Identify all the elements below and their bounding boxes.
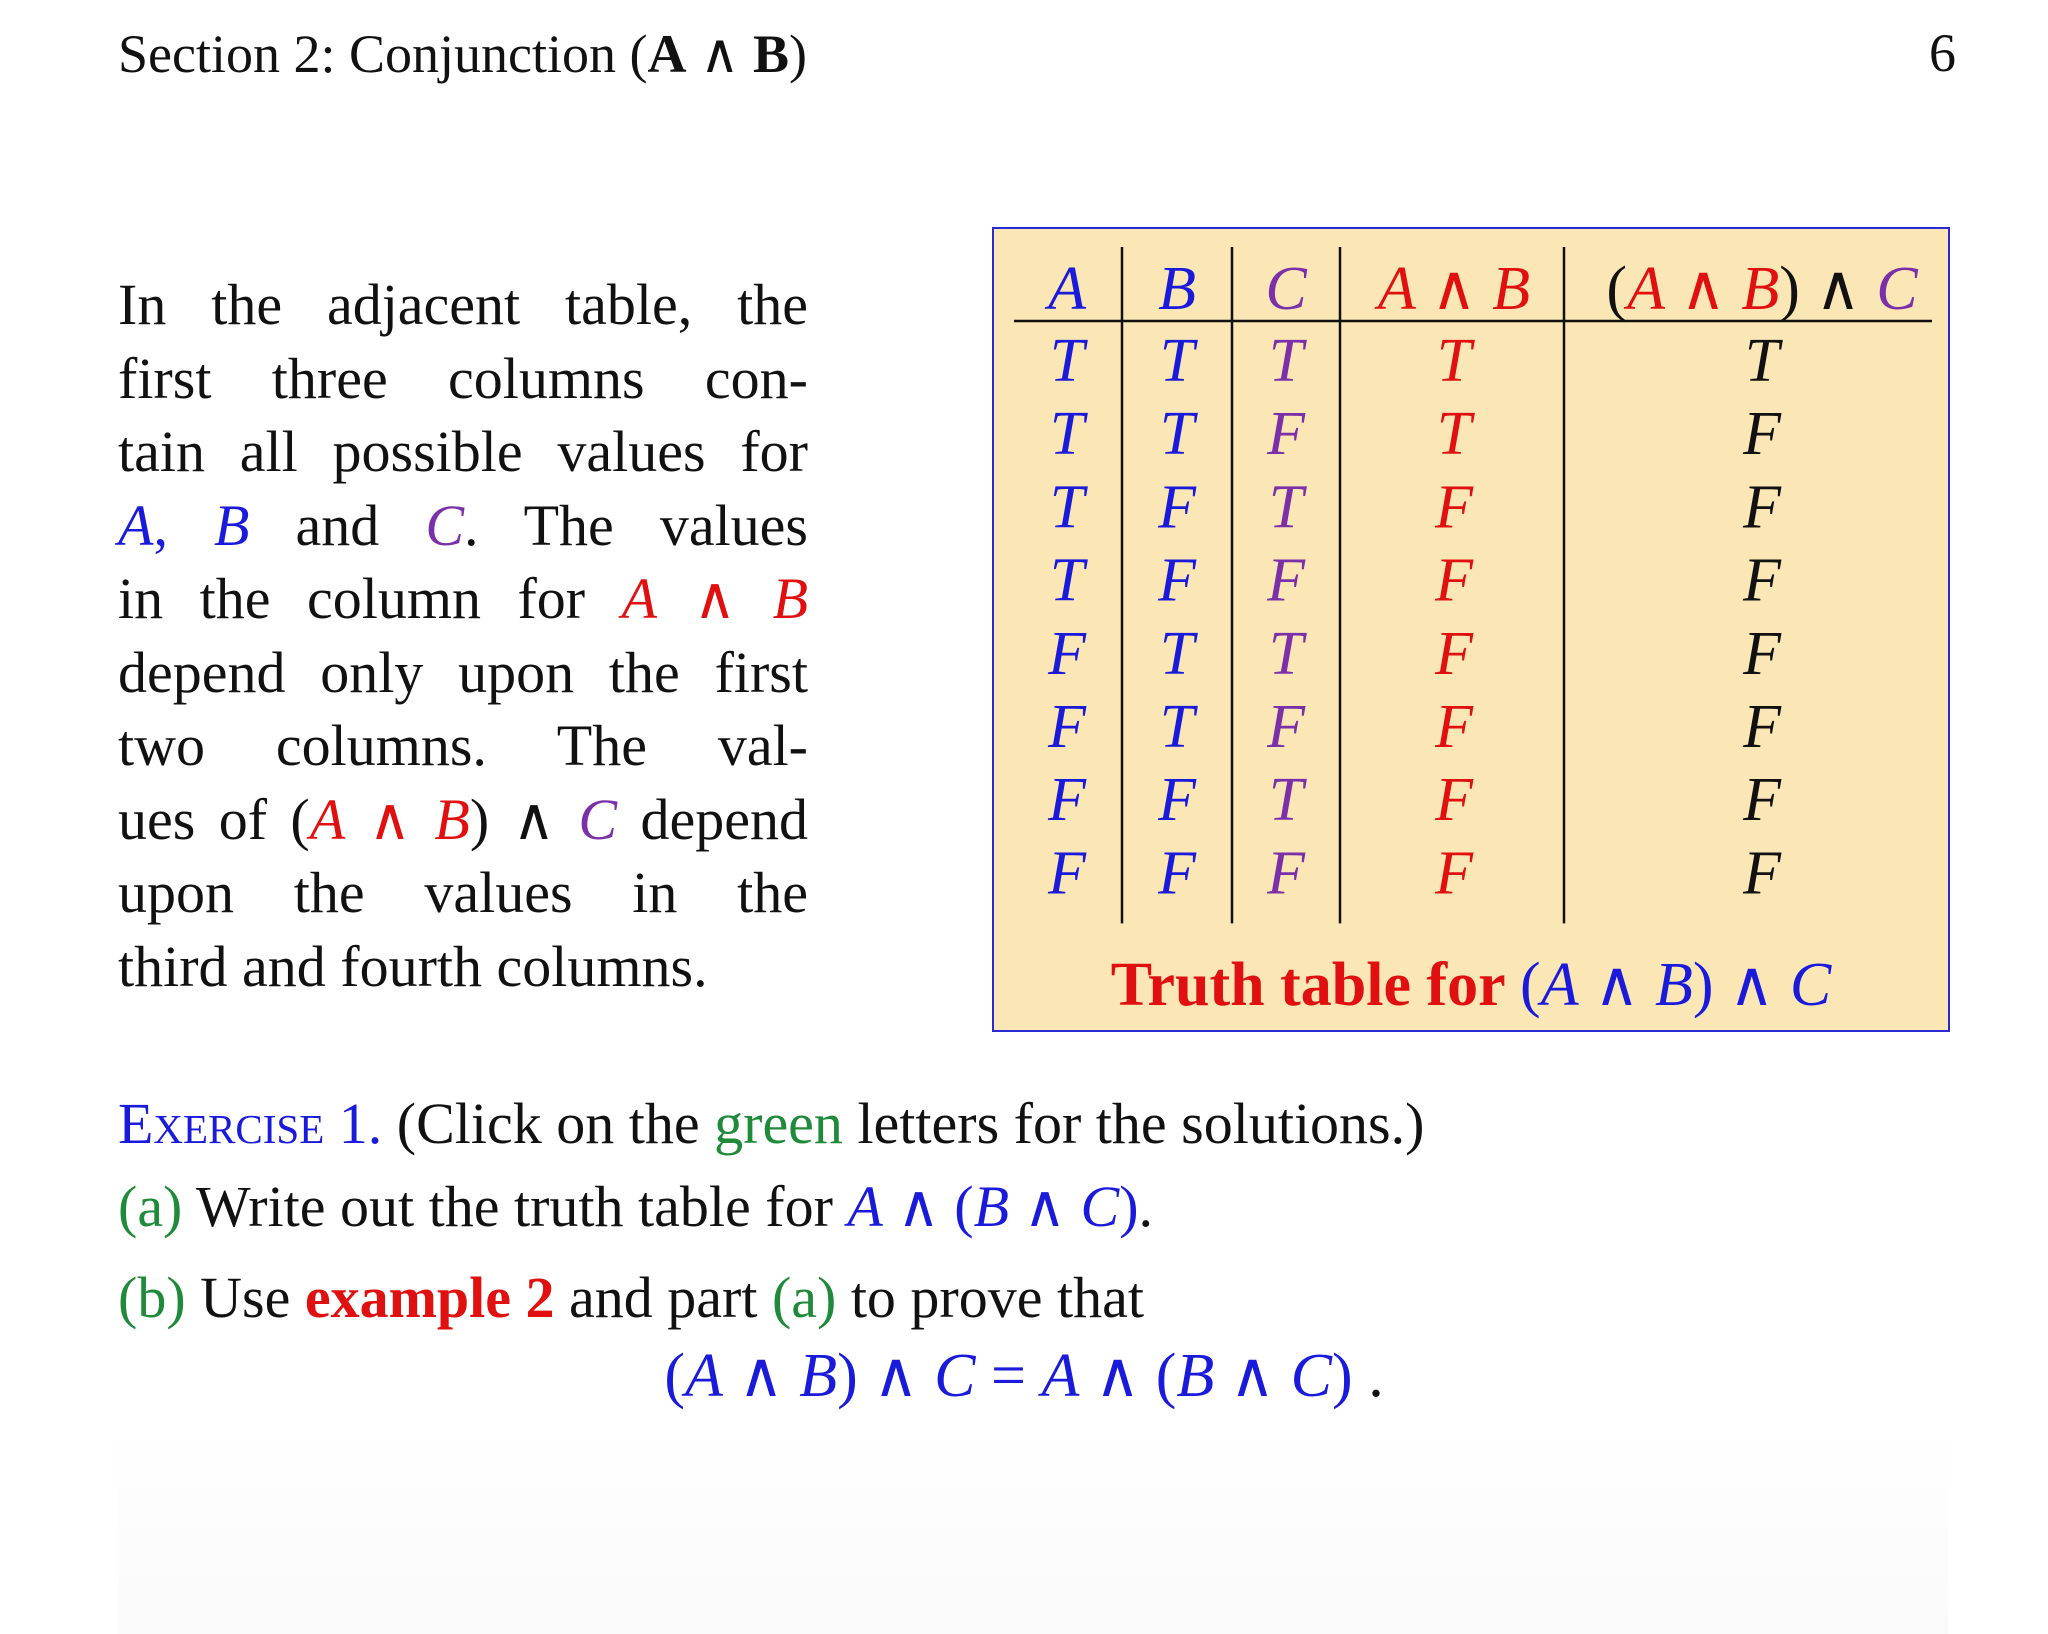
- paragraph-text: B: [772, 566, 808, 631]
- table-cell: F: [1158, 473, 1196, 542]
- math-symbol: ∧: [1023, 1174, 1067, 1239]
- exercise-part-a: [118, 1172, 1153, 1240]
- paragraph-text: and: [249, 492, 426, 558]
- paragraph-line: [118, 856, 808, 930]
- table-cell: T: [1744, 327, 1780, 395]
- caption-math: [1520, 951, 1831, 1019]
- table-header-cell: A: [1048, 255, 1086, 323]
- math-symbol: (: [664, 1342, 685, 1410]
- part-b-end: to prove that: [836, 1265, 1144, 1330]
- section-and-symbol: ∧: [686, 24, 753, 84]
- math-variable: A: [847, 1174, 883, 1239]
- math-symbol: (: [1155, 1342, 1177, 1410]
- math-symbol: ∧: [897, 1174, 940, 1239]
- table-cell: F: [1435, 546, 1473, 615]
- paragraph-text: in the column for: [118, 566, 622, 631]
- table-cell: F: [1743, 693, 1781, 761]
- table-cell: T: [1159, 400, 1195, 469]
- math-symbol: [1079, 1342, 1095, 1410]
- math-symbol: [1009, 1174, 1024, 1239]
- table-cell: F: [1743, 619, 1781, 688]
- table-cell: T: [1436, 400, 1472, 469]
- section-close-paren: ): [789, 24, 807, 84]
- paragraph-text: depend only upon the first: [118, 639, 808, 705]
- math-variable: B: [1176, 1342, 1215, 1410]
- paragraph-text: B: [214, 492, 250, 558]
- exercise-intro-after: letters for the solutions.): [842, 1091, 1425, 1156]
- exercise-intro-before: (Click on the: [382, 1091, 715, 1156]
- paragraph-text: A: [309, 786, 346, 852]
- table-cell: F: [1435, 473, 1473, 542]
- math-symbol: [1066, 1174, 1081, 1239]
- table-cell: F: [1435, 766, 1473, 835]
- paragraph-text: third and fourth columns.: [118, 933, 708, 999]
- equation-math: [664, 1342, 1352, 1410]
- paragraph-text: ∧: [657, 566, 773, 631]
- section-bold-a: A: [647, 24, 687, 84]
- table-cell: T: [1436, 327, 1472, 395]
- math-symbol: [1774, 951, 1790, 1019]
- paragraph-text: first three columns con-: [118, 345, 808, 411]
- part-a-text: Write out the truth table for: [182, 1174, 848, 1239]
- table-cell: F: [1743, 839, 1781, 908]
- truth-table-caption: [994, 947, 1948, 1021]
- math-variable: A: [684, 1342, 723, 1410]
- part-b-link[interactable]: (b): [118, 1265, 186, 1330]
- equation-end: .: [1352, 1342, 1384, 1410]
- table-cell: F: [1048, 693, 1086, 761]
- page-bottom-area: [118, 1420, 1948, 1634]
- caption-bold-text: Truth table for: [1110, 951, 1521, 1019]
- paragraph-text: C: [425, 492, 465, 558]
- part-b-mid: and part: [554, 1265, 772, 1330]
- table-header-cell: (A ∧ B) ∧ C: [1606, 255, 1918, 323]
- math-symbol: (: [954, 1174, 974, 1239]
- math-symbol: [883, 1174, 898, 1239]
- paragraph-line: [118, 709, 808, 783]
- math-variable: C: [1080, 1174, 1120, 1239]
- exercise-heading: [118, 1090, 1424, 1157]
- math-variable: C: [934, 1342, 976, 1410]
- math-symbol: [919, 1342, 935, 1410]
- paragraph-text: A: [118, 492, 154, 558]
- math-symbol: [1275, 1342, 1291, 1410]
- green-word: green: [714, 1091, 843, 1156]
- table-cell: T: [1268, 766, 1304, 835]
- paragraph-text: ,: [153, 492, 215, 558]
- exercise-label: Exercise 1.: [118, 1091, 383, 1156]
- paragraph-line: [118, 636, 808, 710]
- table-cell: F: [1267, 839, 1305, 908]
- paragraph-text: ues of (: [118, 786, 310, 852]
- example-2-link[interactable]: example 2: [304, 1265, 555, 1330]
- table-header-cell: A ∧ B: [1377, 255, 1531, 323]
- math-symbol: ∧: [1729, 951, 1775, 1019]
- paragraph-line: [118, 783, 808, 857]
- exercise-part-b: [118, 1264, 1144, 1331]
- table-cell: T: [1268, 473, 1304, 542]
- math-variable: B: [1654, 951, 1693, 1019]
- section-label: Section 2: Conjunction (: [118, 24, 648, 84]
- math-symbol: =: [991, 1342, 1026, 1410]
- table-cell: T: [1159, 327, 1195, 395]
- math-variable: C: [1789, 951, 1832, 1019]
- table-cell: T: [1049, 327, 1085, 395]
- math-symbol: ): [837, 1342, 858, 1410]
- math-variable: A: [1041, 1342, 1080, 1410]
- paragraph-text: upon the values in the: [118, 860, 808, 925]
- table-cell: F: [1048, 839, 1086, 908]
- table-header-cell: B: [1158, 255, 1196, 323]
- page-number: 6: [1929, 23, 1956, 83]
- math-symbol: [1214, 1342, 1230, 1410]
- part-b-use: Use: [185, 1265, 305, 1330]
- paragraph-text: two columns. The val-: [118, 713, 808, 778]
- math-symbol: [976, 1342, 992, 1410]
- paragraph-line: [118, 930, 808, 1004]
- math-symbol: [723, 1342, 739, 1410]
- associativity-equation: [0, 1338, 2048, 1412]
- paragraph-line: [118, 562, 808, 636]
- math-symbol: ): [1692, 951, 1714, 1019]
- table-header-cell: C: [1265, 255, 1307, 323]
- math-symbol: [1579, 951, 1595, 1019]
- part-a-reference-link[interactable]: (a): [771, 1265, 837, 1330]
- math-symbol: [1714, 951, 1730, 1019]
- paragraph-text: C: [578, 786, 618, 852]
- math-symbol: ): [1332, 1342, 1353, 1410]
- paragraph-text: ∧: [345, 786, 435, 852]
- math-symbol: [940, 1174, 955, 1239]
- explanation-paragraph: [118, 268, 808, 1003]
- math-symbol: ∧: [1594, 951, 1640, 1019]
- table-cell: F: [1048, 766, 1086, 835]
- section-bold-b: B: [752, 24, 790, 84]
- table-cell: T: [1268, 619, 1304, 688]
- table-cell: F: [1743, 546, 1781, 615]
- table-cell: F: [1267, 400, 1305, 469]
- table-cell: F: [1743, 400, 1781, 469]
- paragraph-text: B: [434, 786, 470, 852]
- table-cell: F: [1267, 693, 1305, 761]
- paragraph-line: [118, 268, 808, 342]
- part-a-link[interactable]: (a): [118, 1174, 183, 1239]
- math-symbol: [858, 1342, 874, 1410]
- table-cell: F: [1435, 693, 1473, 761]
- table-cell: F: [1048, 619, 1086, 688]
- math-symbol: ∧: [1094, 1342, 1141, 1410]
- paragraph-text: A: [621, 566, 658, 631]
- math-symbol: ∧: [1229, 1342, 1276, 1410]
- part-a-math: [847, 1174, 1138, 1239]
- paragraph-text: . The values: [464, 492, 808, 558]
- truth-table: [994, 229, 1948, 1030]
- table-cell: T: [1049, 473, 1085, 542]
- table-cell: T: [1049, 546, 1085, 615]
- table-cell: F: [1158, 546, 1196, 615]
- table-cell: T: [1268, 327, 1304, 395]
- part-a-end: .: [1138, 1174, 1154, 1239]
- table-cell: F: [1435, 619, 1473, 688]
- paragraph-line: [118, 415, 808, 489]
- truth-table-box: [992, 227, 1950, 1032]
- paragraph-text: depend: [617, 786, 808, 852]
- paragraph-text: ) ∧: [469, 786, 579, 852]
- math-symbol: ∧: [873, 1342, 919, 1410]
- math-variable: A: [1540, 951, 1579, 1019]
- math-symbol: (: [1520, 951, 1541, 1019]
- table-cell: T: [1159, 619, 1195, 688]
- table-cell: F: [1158, 839, 1196, 908]
- table-cell: F: [1435, 839, 1473, 908]
- paragraph-text: tain all possible values for: [118, 419, 808, 484]
- paragraph-line: [118, 489, 808, 563]
- table-cell: F: [1743, 473, 1781, 542]
- math-symbol: ∧: [738, 1342, 784, 1410]
- table-cell: T: [1159, 693, 1195, 761]
- math-symbol: [784, 1342, 800, 1410]
- table-cell: F: [1267, 546, 1305, 615]
- math-symbol: ): [1119, 1174, 1139, 1239]
- math-variable: B: [799, 1342, 838, 1410]
- section-header: [118, 22, 807, 85]
- math-variable: B: [973, 1174, 1010, 1239]
- math-symbol: [1639, 951, 1655, 1019]
- math-variable: C: [1290, 1342, 1333, 1410]
- math-symbol: [1026, 1342, 1042, 1410]
- paragraph-line: [118, 342, 808, 416]
- table-cell: F: [1158, 766, 1196, 835]
- table-cell: T: [1049, 400, 1085, 469]
- math-symbol: [1140, 1342, 1156, 1410]
- table-cell: F: [1743, 766, 1781, 835]
- paragraph-text: In the adjacent table, the: [118, 272, 808, 337]
